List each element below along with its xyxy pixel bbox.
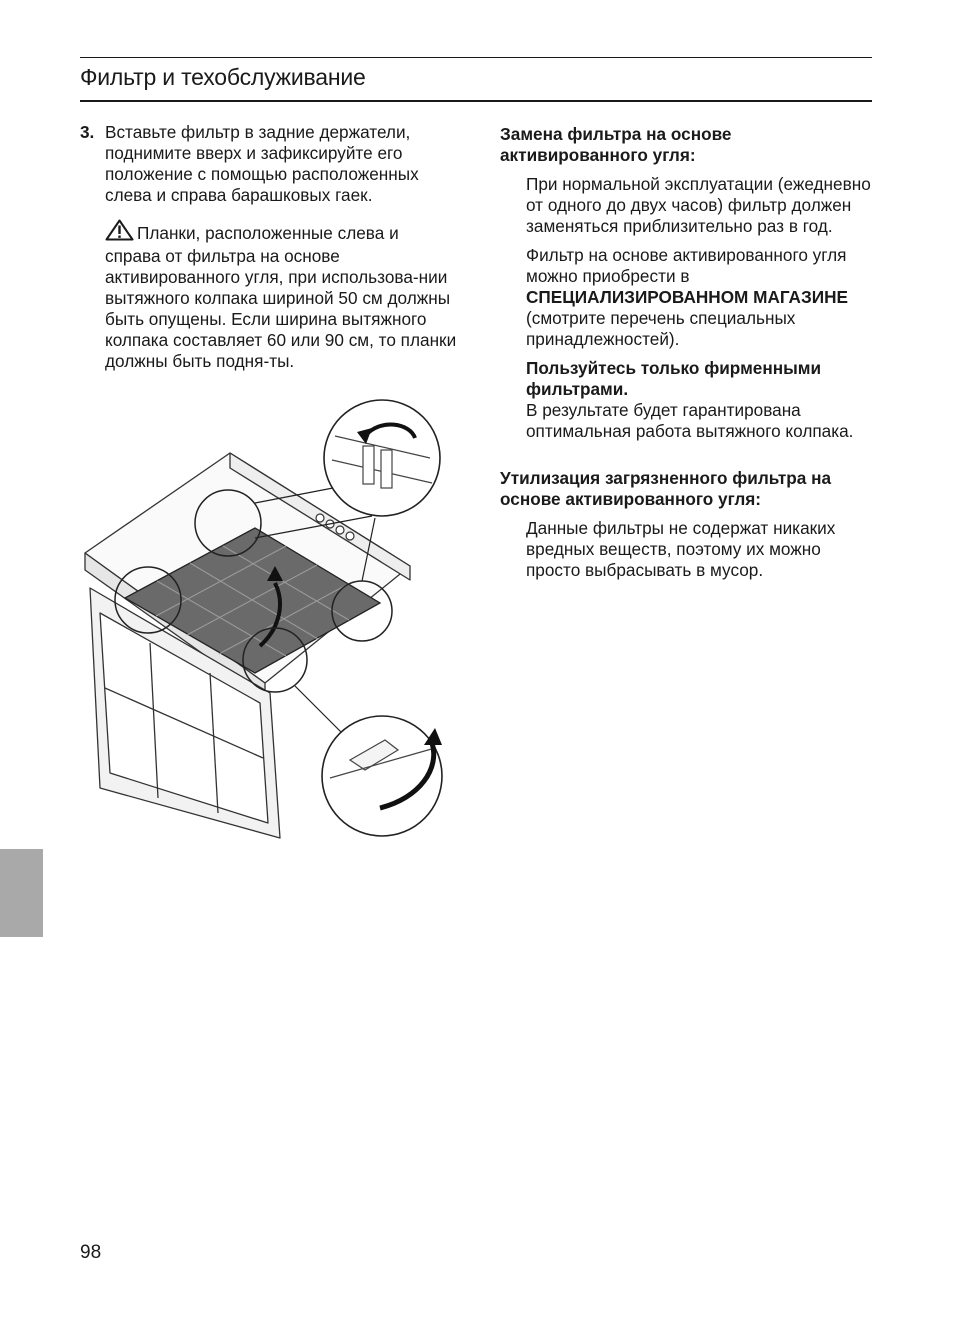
result-text: В результате будет гарантирована оптимальная работа вытяжного колпака. bbox=[526, 400, 854, 441]
specialized-store-text: СПЕЦИАЛИЗИРОВАННОМ МАГАЗИНЕ bbox=[526, 287, 848, 307]
warning-text: Планки, расположенные слева и справа от фильтра на основе активированного угля, при использова-нии вытяжного колпака шириной 50 см должны быть опущены. Если ширина вытяжного колпака составляет 60 или 90 см, то планки должны быть подня-ты. bbox=[105, 223, 457, 371]
brand-filter-note: Пользуйтесь только фирменными фильтрами. bbox=[526, 358, 822, 399]
replacement-heading: Замена фильтра на основе активированного угля: bbox=[500, 124, 732, 165]
warning-triangle-icon bbox=[105, 219, 134, 246]
disposal-text: Данные фильтры не содержат никаких вредных веществ, поэтому их можно просто выбрасывать в мусор. bbox=[526, 518, 836, 580]
header-bottom-rule bbox=[80, 100, 872, 102]
disposal-heading: Утилизация загрязненного фильтра на основе активированного угля: bbox=[500, 468, 832, 509]
step-number: 3. bbox=[80, 122, 95, 142]
right-column bbox=[500, 124, 872, 581]
replacement-paragraph-1: При нормальной эксплуатации (ежедневно от одного до двух часов) фильтр должен заменяться приблизительно раз в год. bbox=[526, 174, 871, 236]
paragraph-2-end: (смотрите перечень специальных принадлежностей). bbox=[526, 308, 796, 349]
header-top-rule bbox=[80, 57, 872, 58]
step-3 bbox=[80, 122, 460, 206]
replacement-paragraph-2 bbox=[526, 245, 872, 350]
filter-installation-illustration bbox=[80, 398, 460, 853]
replacement-section bbox=[526, 174, 872, 442]
page-number: 98 bbox=[80, 1242, 102, 1263]
section-side-tab bbox=[0, 849, 43, 937]
paragraph-2-start: Фильтр на основе активированного угля можно приобрести в bbox=[526, 245, 847, 286]
page-title: Фильтр и техобслуживание bbox=[80, 64, 366, 90]
step-text: Вставьте фильтр в задние держатели, поднимите вверх и зафиксируйте его положение с помощью расположенных слева и справа барашковых гаек. bbox=[105, 122, 419, 205]
left-column bbox=[80, 122, 460, 372]
warning-note bbox=[105, 219, 457, 372]
disposal-section bbox=[526, 518, 872, 581]
